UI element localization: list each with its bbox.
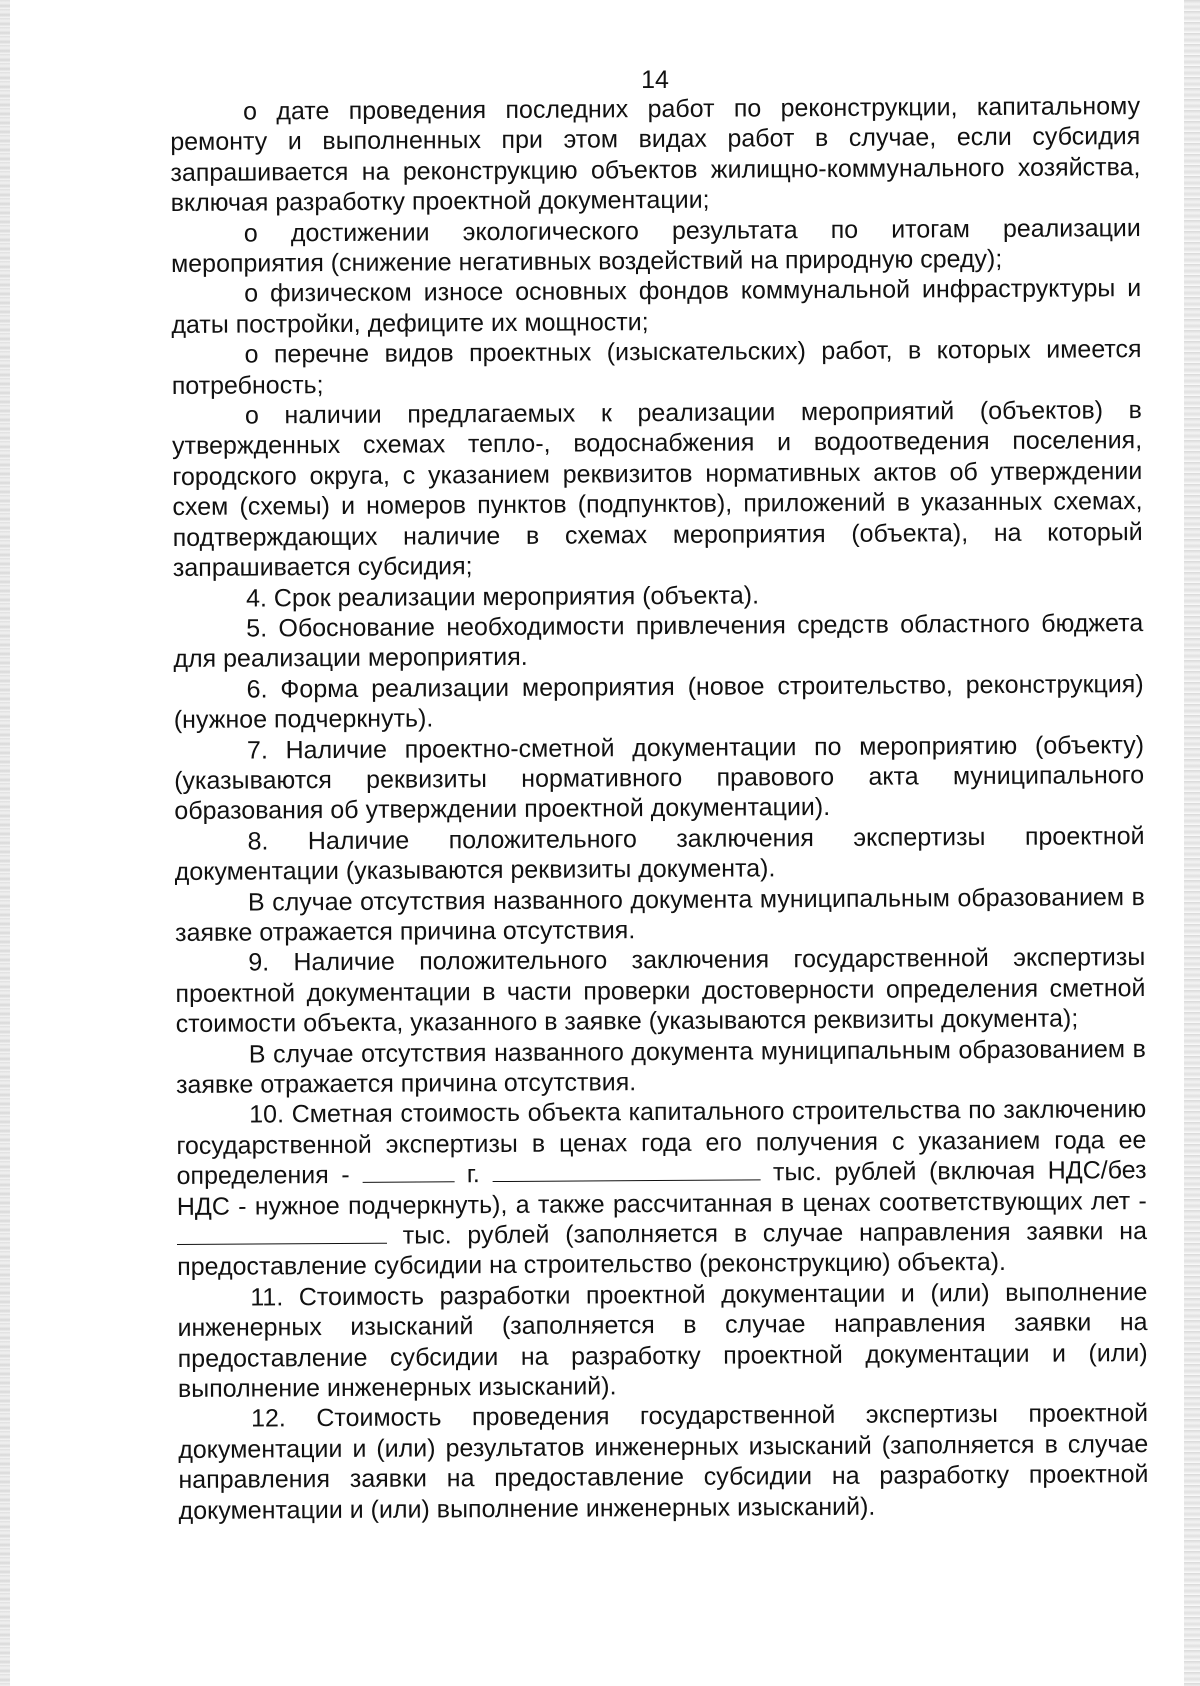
item-7-design-estimate-docs: 7. Наличие проектно-сметной документации по мероприятию (объекту) (указываются реквизиты нормативного правового акта муниципального образования об утверждении проектной документации). [174, 730, 1145, 826]
scan-edge-left [0, 0, 10, 1686]
item-12-expertise-cost: 12. Стоимость проведения государственной экспертизы проектной документации и (или) результатов инженерных изысканий (заполняется в случае направления заявки на предоставление субсидии на разработку проектной документации и (или) выполнение инженерных изысканий). [178, 1399, 1149, 1525]
item-4-implementation-period: 4. Срок реализации мероприятия (объекта). [245, 580, 760, 613]
item-5-justification: 5. Обоснование необходимости привлечения средств областного бюджета для реализации мероприятия. [173, 608, 1144, 674]
item-10-text-part1: 10. Сметная стоимость объекта капитального строительства по заключению государственной экспертизы в ценах года его получения с указанием года ее определения - [176, 1095, 1147, 1191]
paragraph-approved-schemes: о наличии предлагаемых к реализации мероприятий (объектов) в утвержденных схемах тепло-, водоснабжения и водоотведения поселения, городского округа, с указанием реквизитов нормативных актов об утверждении схем (схемы) и номеров пунктов (подпунктов), приложений в указанных схемах, подтверждающих наличие в схемах мероприятия (объекта), на который запрашивается субсидия; [172, 396, 1143, 583]
scan-edge-right [1184, 0, 1200, 1686]
blank-cost-current-prices-field[interactable] [177, 1223, 387, 1245]
paragraph-physical-wear: о физическом износе основных фондов коммунальной инфраструктуры и даты постройки, дефиците их мощности; [171, 274, 1142, 339]
document-body [170, 91, 1149, 1526]
item-10-text-part4: тыс. рублей (заполняется в случае направления заявки на предоставление субсидии на строительство (реконструкцию) объекта). [177, 1217, 1148, 1282]
item-6-implementation-form: 6. Форма реализации мероприятия (новое строительство, реконструкция) (нужное подчеркнуть). [173, 669, 1144, 735]
item-9-state-expertise: 9. Наличие положительного заключения государственной экспертизы проектной документации в части проверки достоверности определения сметной стоимости объекта, указанного в заявке (указываются реквизиты документа); [175, 943, 1146, 1039]
paragraph-last-works-date: о дате проведения последних работ по реконструкции, капитальному ремонту и выполненных при этом видах работ в случае, если субсидия запрашивается на реконструкцию объектов жилищно-коммунального хозяйства, включая разработку проектной документации; [170, 92, 1141, 218]
blank-year-field[interactable] [362, 1162, 454, 1184]
item-8-expertise-conclusion: 8. Наличие положительного заключения экспертизы проектной документации (указываются реквизиты документа). [174, 821, 1145, 887]
blank-cost-field[interactable] [492, 1160, 760, 1183]
item-10-estimated-cost [176, 1094, 1147, 1282]
item-9-absence-note: В случае отсутствия названного документа муниципальным образованием в заявке отражается причина отсутствия. [175, 1034, 1146, 1099]
page-number: 14 [641, 66, 669, 94]
item-11-design-cost: 11. Стоимость разработки проектной документации и (или) выполнение инженерных изысканий (заполняется в случае направления заявки на предоставление субсидии на разработку проектной документации и (или) выполнение инженерных изысканий). [177, 1277, 1148, 1404]
paragraph-design-works-list: о перечне видов проектных (изыскательских) работ, в которых имеется потребность; [171, 335, 1142, 400]
item-10-text-part2: г. [466, 1160, 480, 1189]
paragraph-ecological-result: о достижении экологического результата по итогам реализации мероприятия (снижение негативных воздействий на природную среду); [170, 213, 1141, 279]
item-8-absence-note: В случае отсутствия названного документа муниципальным образованием в заявке отражается причина отсутствия. [175, 882, 1145, 947]
item-10-text-part3: тыс. рублей (включая НДС/без НДС - нужное подчеркнуть), а также рассчитанная в ценах соответствующих лет - [176, 1156, 1147, 1221]
